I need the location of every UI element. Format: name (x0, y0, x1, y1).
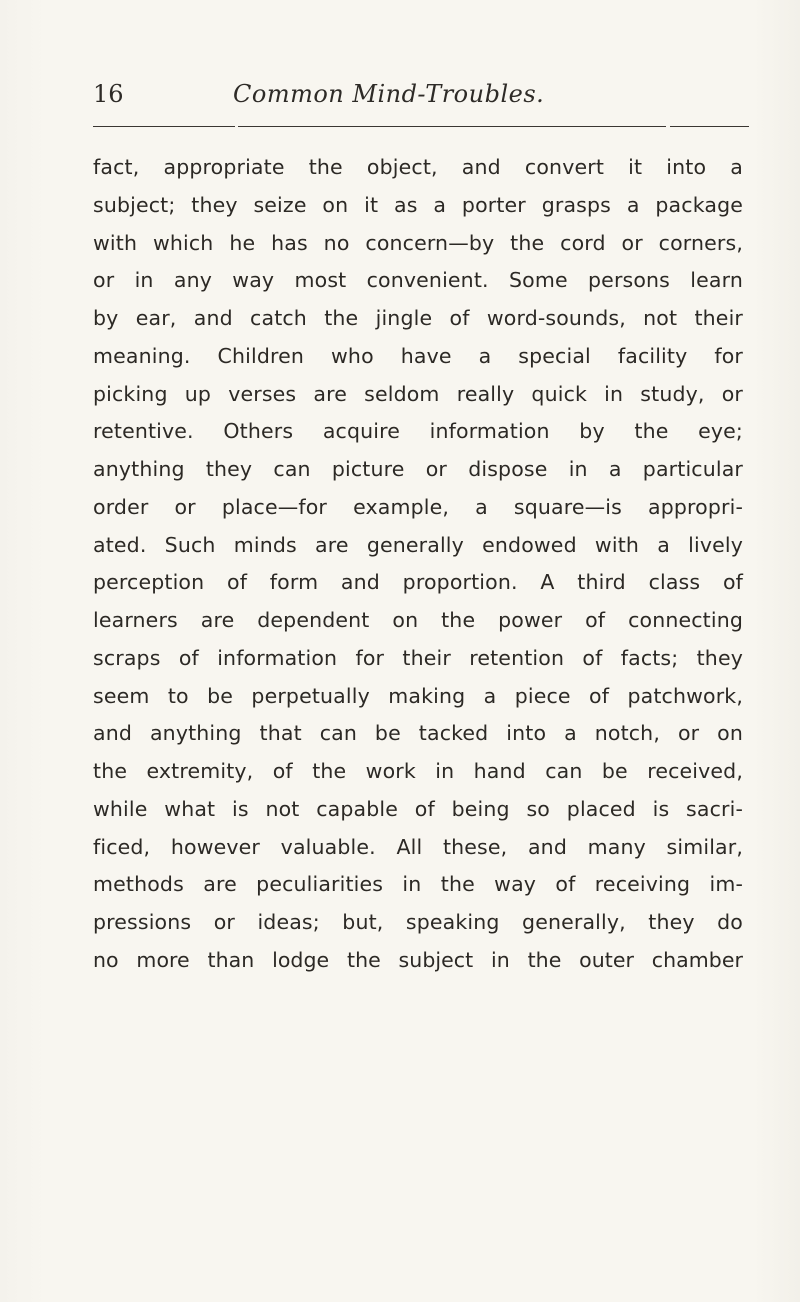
page-number: 16 (93, 80, 124, 108)
text-line: by ear, and catch the jingle of word-sounds, not their (93, 306, 743, 330)
text-line: and anything that can be tacked into a notch, or on (93, 721, 743, 746)
header-rule-right (670, 126, 749, 127)
text-line: with which he has no concern—by the cord or corners, (93, 230, 743, 255)
text-line: seem to be perpetually making a piece of patchwork, (93, 683, 743, 708)
running-title: Common Mind-Troubles. (233, 80, 545, 108)
page-header (93, 74, 733, 114)
text-line: retentive. Others acquire information by the eye; (93, 419, 743, 444)
text-line: order or place—for example, a square—is appropri- (93, 494, 743, 519)
text-line: the extremity, of the work in hand can be received, (93, 759, 743, 783)
header-rule-left (93, 126, 235, 127)
text-line: picking up verses are seldom really quick in study, or (93, 381, 743, 406)
text-line: perception of form and proportion. A third class of (93, 570, 743, 595)
text-line: pressions or ideas; but, speaking generally, they do (93, 910, 743, 934)
text-line: subject; they seize on it as a porter grasps a package (93, 192, 743, 217)
text-line: scraps of information for their retention of facts; they (93, 645, 743, 670)
text-line: anything they can picture or dispose in a particular (93, 457, 743, 481)
text-line: learners are dependent on the power of connecting (93, 608, 743, 632)
body-text (93, 149, 743, 980)
header-rule-middle (238, 126, 666, 127)
text-line: meaning. Children who have a special facility for (93, 343, 743, 368)
text-line: no more than lodge the subject in the outer chamber (93, 947, 743, 972)
text-line: ated. Such minds are generally endowed with a lively (93, 532, 743, 557)
text-line: fact, appropriate the object, and convert it into a (93, 155, 743, 179)
text-line: or in any way most convenient. Some persons learn (93, 268, 743, 293)
text-line: while what is not capable of being so placed is sacri- (93, 796, 743, 821)
text-line: ficed, however valuable. All these, and many similar, (93, 834, 743, 859)
text-line: methods are peculiarities in the way of receiving im- (93, 872, 743, 897)
